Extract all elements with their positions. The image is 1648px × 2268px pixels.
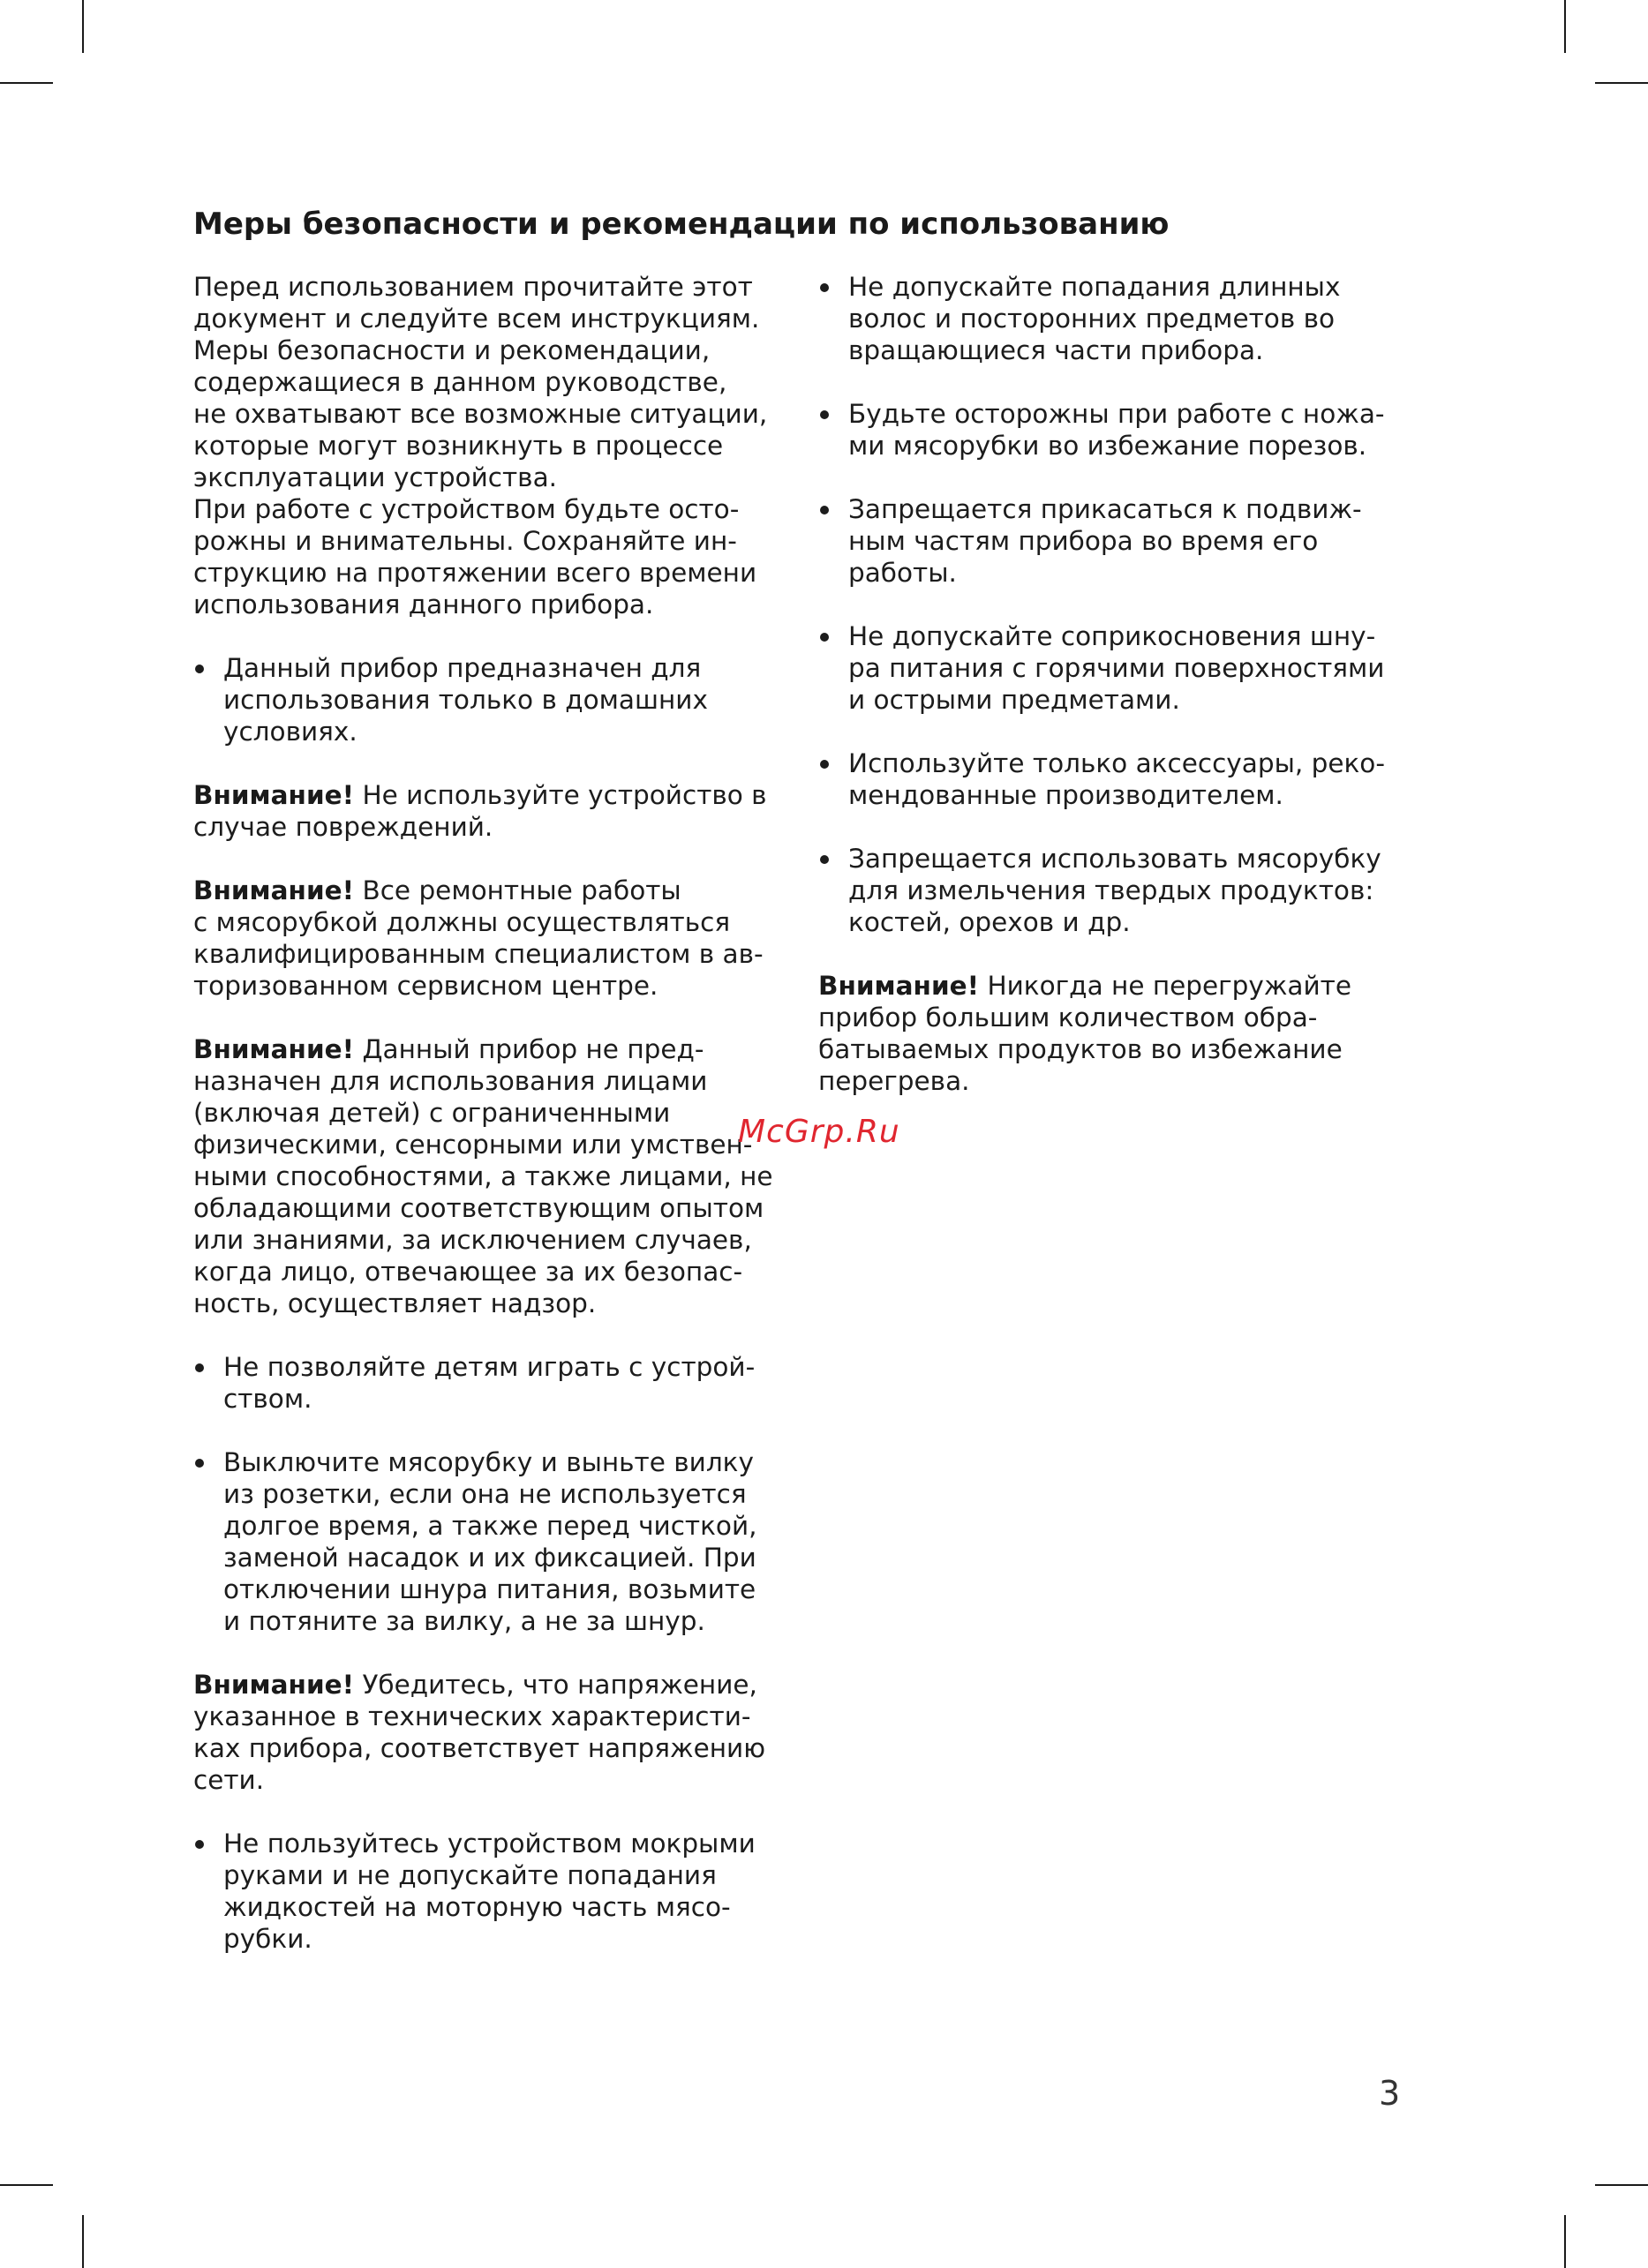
text-line: когда лицо, отвечающее за их безопас- — [193, 1257, 743, 1287]
bullet-text — [223, 1828, 776, 1955]
bullet-item — [818, 493, 1427, 589]
bullet-item — [818, 620, 1427, 716]
text-line: содержащиеся в данном руководстве, — [193, 367, 727, 397]
right-column — [818, 271, 1427, 1129]
bullet-text — [848, 747, 1427, 811]
left-column — [193, 271, 776, 1986]
text-line: перегрева. — [818, 1066, 970, 1096]
text-line: жидкостей на моторную часть мясо- — [223, 1892, 731, 1922]
text-line: не охватывают все возможные ситуации, — [193, 399, 768, 429]
warning-paragraph — [193, 779, 776, 843]
text-line: Перед использованием прочитайте этот — [193, 272, 753, 302]
warning-label: Внимание! — [193, 875, 355, 905]
text-line: квалифицированным специалистом в ав- — [193, 939, 764, 969]
text-line: эксплуатации устройства. — [193, 462, 558, 492]
bullet-item — [818, 747, 1427, 811]
bullet-dot-icon — [195, 1363, 204, 1372]
text-line: из розетки, если она не используется — [223, 1479, 747, 1509]
text-line: батываемых продуктов во избежание — [818, 1034, 1343, 1064]
page-title: Меры безопасности и рекомендации по использованию — [193, 207, 1170, 242]
warning-paragraph — [818, 970, 1427, 1097]
text-line: которые могут возникнуть в процессе — [193, 431, 724, 461]
text-line: Запрещается прикасаться к подвиж- — [848, 494, 1362, 524]
page-number: 3 — [1379, 2074, 1401, 2113]
bullet-dot-icon — [820, 855, 829, 864]
text-line: долгое время, а также перед чисткой, — [223, 1511, 757, 1541]
bullet-item — [193, 1351, 776, 1415]
text-line: рожны и внимательны. Сохраняйте ин- — [193, 526, 737, 556]
text-line: для измельчения твердых продуктов: — [848, 875, 1374, 905]
crop-mark-bottom-right-v — [1564, 2215, 1566, 2268]
bullet-text — [848, 493, 1427, 589]
text-line: ством. — [223, 1384, 312, 1414]
text-line: ным частям прибора во время его — [848, 526, 1319, 556]
text-line: Запрещается использовать мясорубку — [848, 844, 1381, 874]
text-line: вращающиеся части прибора. — [848, 335, 1264, 365]
text-line: Не допускайте попадания длинных — [848, 272, 1341, 302]
crop-mark-bottom-left-h — [0, 2184, 53, 2186]
warning-label: Внимание! — [193, 1034, 355, 1064]
warning-label: Внимание! — [193, 1670, 355, 1700]
text-line: Внимание! Убедитесь, что напряжение, — [193, 1670, 757, 1700]
text-line: руками и не допускайте попадания — [223, 1860, 717, 1890]
bullet-text — [848, 620, 1427, 716]
text-line: сети. — [193, 1765, 265, 1795]
bullet-item — [818, 398, 1427, 462]
bullet-item — [193, 1828, 776, 1955]
text-line: костей, орехов и др. — [848, 907, 1131, 937]
text-line: торизованном сервисном центре. — [193, 971, 658, 1001]
text-line: отключении шнура питания, возьмите — [223, 1574, 756, 1604]
bullet-item — [818, 271, 1427, 366]
text-line: Не позволяйте детям играть с устрой- — [223, 1352, 756, 1382]
text-line: использования только в домашних — [223, 685, 708, 715]
text-line: мендованные производителем. — [848, 780, 1283, 810]
text-line: с мясорубкой должны осуществляться — [193, 907, 731, 937]
text-line: ность, осуществляет надзор. — [193, 1288, 597, 1318]
bullet-dot-icon — [820, 410, 829, 419]
text-line: струкцию на протяжении всего времени — [193, 558, 757, 588]
bullet-item — [818, 843, 1427, 938]
text-line: прибор большим количеством обра- — [818, 1003, 1318, 1033]
text-line: Внимание! Не используйте устройство в — [193, 780, 767, 810]
bullet-dot-icon — [820, 506, 829, 514]
text-line: Выключите мясорубку и выньте вилку — [223, 1447, 754, 1477]
text-line: Внимание! Данный прибор не пред- — [193, 1034, 704, 1064]
bullet-text — [848, 271, 1427, 366]
text-line: Не допускайте соприкосновения шну- — [848, 621, 1376, 651]
bullet-item — [193, 652, 776, 747]
text-line: условиях. — [223, 717, 357, 747]
bullet-text — [848, 398, 1427, 462]
crop-mark-bottom-right-h — [1595, 2184, 1648, 2186]
bullet-dot-icon — [820, 633, 829, 642]
bullet-dot-icon — [195, 665, 204, 673]
intro-paragraph-2 — [193, 493, 776, 620]
text-line: документ и следуйте всем инструкциям. — [193, 304, 760, 334]
bullet-text — [848, 843, 1427, 938]
watermark: McGrp.Ru — [738, 1114, 900, 1150]
text-line: волос и посторонних предметов во — [848, 304, 1336, 334]
bullet-text — [223, 652, 776, 747]
bullet-item — [193, 1446, 776, 1637]
text-line: случае повреждений. — [193, 812, 493, 842]
text-line: Внимание! Все ремонтные работы — [193, 875, 681, 905]
text-line: ми мясорубки во избежание порезов. — [848, 431, 1367, 461]
bullet-dot-icon — [820, 760, 829, 769]
text-line: ными способностями, а также лицами, не — [193, 1161, 773, 1191]
warning-paragraph — [193, 1669, 776, 1796]
text-line: назначен для использования лицами — [193, 1066, 708, 1096]
text-line: Будьте осторожны при работе с ножа- — [848, 399, 1385, 429]
text-line: указанное в технических характеристи- — [193, 1701, 751, 1731]
text-line: и острыми предметами. — [848, 685, 1180, 715]
text-line: и потяните за вилку, а не за шнур. — [223, 1606, 705, 1636]
text-line: Внимание! Никогда не перегружайте — [818, 971, 1351, 1001]
text-line: Не пользуйтесь устройством мокрыми — [223, 1829, 756, 1859]
text-line: Используйте только аксессуары, реко- — [848, 748, 1386, 778]
warning-paragraph — [193, 1033, 776, 1319]
text-line: заменой насадок и их фиксацией. При — [223, 1543, 756, 1573]
text-line: работы. — [848, 558, 957, 588]
text-line: обладающими соответствующим опытом — [193, 1193, 764, 1223]
text-line: Данный прибор предназначен для — [223, 653, 702, 683]
text-line: рубки. — [223, 1924, 312, 1954]
text-line: Меры безопасности и рекомендации, — [193, 335, 711, 365]
bullet-text — [223, 1446, 776, 1637]
text-line: При работе с устройством будьте осто- — [193, 494, 740, 524]
crop-mark-top-left-h — [0, 82, 53, 84]
warning-paragraph — [193, 875, 776, 1002]
bullet-dot-icon — [195, 1459, 204, 1468]
text-line: или знаниями, за исключением случаев, — [193, 1225, 752, 1255]
text-line: ра питания с горячими поверхностями — [848, 653, 1385, 683]
text-line: (включая детей) с ограниченными — [193, 1098, 671, 1128]
bullet-text — [223, 1351, 776, 1415]
crop-mark-top-right-h — [1595, 82, 1648, 84]
text-line: физическими, сенсорными или умствен- — [193, 1130, 753, 1160]
warning-label: Внимание! — [193, 780, 355, 810]
intro-paragraph-1 — [193, 271, 776, 493]
warning-label: Внимание! — [818, 971, 980, 1001]
bullet-dot-icon — [195, 1840, 204, 1849]
crop-mark-top-right-v — [1564, 0, 1566, 53]
bullet-dot-icon — [820, 283, 829, 292]
text-line: использования данного прибора. — [193, 590, 654, 620]
crop-mark-top-left-v — [82, 0, 84, 53]
text-line: ках прибора, соответствует напряжению — [193, 1733, 766, 1763]
crop-mark-bottom-left-v — [82, 2215, 84, 2268]
